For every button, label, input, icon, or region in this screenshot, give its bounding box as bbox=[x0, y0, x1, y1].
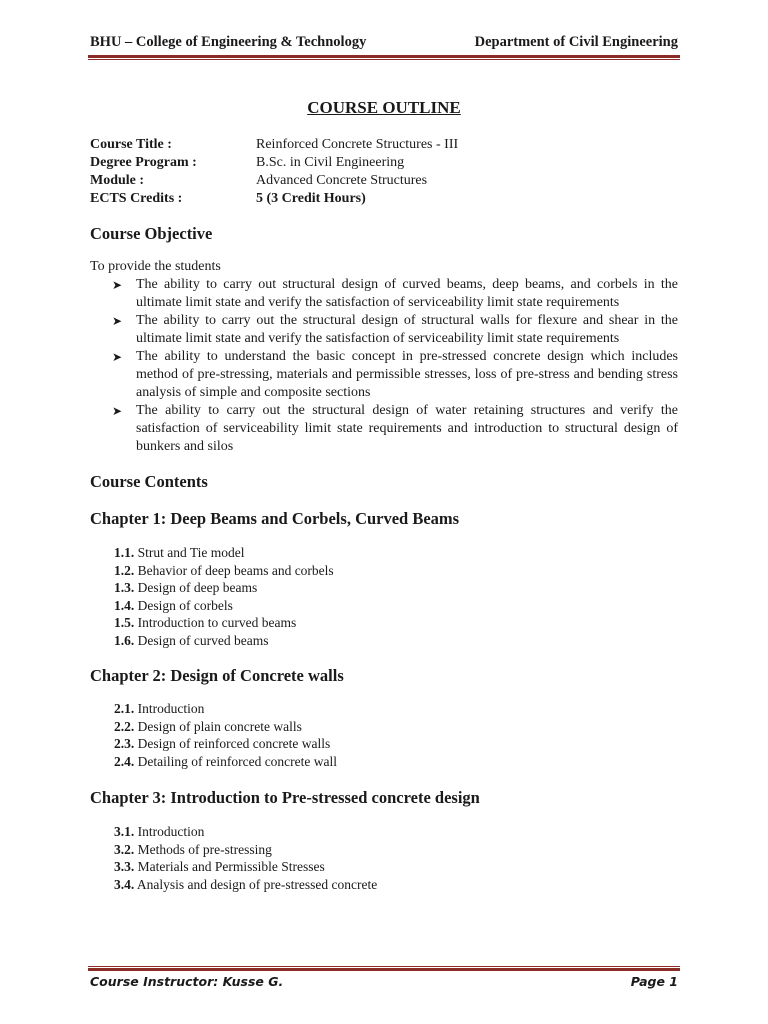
item-number: 2.3. bbox=[114, 736, 135, 751]
meta-label: ECTS Credits : bbox=[90, 191, 183, 206]
list-item bbox=[112, 312, 678, 348]
list-item bbox=[114, 597, 334, 615]
item-number: 1.6. bbox=[114, 632, 135, 648]
list-item bbox=[114, 632, 334, 650]
meta-value: B.Sc. in Civil Engineering bbox=[256, 155, 405, 170]
item-text: Detailing of reinforced concrete wall bbox=[137, 753, 338, 769]
meta-row-program bbox=[90, 154, 458, 172]
item-text: Methods of pre-stressing bbox=[137, 841, 272, 857]
footer-rule-thin bbox=[88, 966, 680, 967]
arrow-bullet-icon: ➤ bbox=[112, 314, 123, 328]
header-rule-thick bbox=[88, 55, 680, 58]
list-item bbox=[114, 876, 377, 894]
item-number: 3.1. bbox=[114, 824, 135, 839]
item-text: Design of deep beams bbox=[137, 580, 258, 595]
chapter-3-title: Chapter 3: Introduction to Pre-stressed concrete design bbox=[90, 788, 480, 807]
arrow-bullet-icon: ➤ bbox=[112, 350, 123, 364]
footer-rule-thick bbox=[88, 968, 680, 971]
item-number: 1.2. bbox=[114, 562, 135, 578]
item-text: Design of reinforced concrete walls bbox=[137, 736, 331, 751]
meta-label: Course Title : bbox=[90, 137, 172, 152]
meta-row-credits bbox=[90, 190, 458, 208]
header-institution: BHU – College of Engineering & Technology bbox=[90, 34, 367, 50]
objective-intro: To provide the students bbox=[90, 259, 221, 274]
list-item bbox=[112, 348, 678, 402]
item-text: Introduction bbox=[137, 701, 205, 716]
chapter-1-title: Chapter 1: Deep Beams and Corbels, Curved Beams bbox=[90, 509, 460, 528]
meta-label: Module : bbox=[90, 173, 145, 188]
course-meta bbox=[90, 136, 458, 208]
item-text: Strut and Tie model bbox=[137, 545, 245, 560]
meta-value: 5 (3 Credit Hours) bbox=[256, 191, 366, 206]
list-item bbox=[114, 735, 337, 753]
list-item bbox=[114, 841, 377, 859]
page-number: Page 1 bbox=[630, 974, 678, 989]
page-title: COURSE OUTLINE bbox=[307, 98, 461, 117]
item-number: 1.1. bbox=[114, 545, 135, 560]
list-item bbox=[112, 402, 678, 456]
page-header bbox=[90, 34, 678, 51]
item-number: 1.5. bbox=[114, 615, 135, 630]
objective-text: The ability to carry out structural design of curved beams, deep beams, and corbels in the ultimate limit state and verify the satisfaction of serviceability limit state requirements bbox=[136, 277, 678, 310]
item-text: Behavior of deep beams and corbels bbox=[137, 562, 334, 578]
meta-row-title bbox=[90, 136, 458, 154]
item-text: Design of curved beams bbox=[137, 632, 269, 648]
list-item bbox=[114, 753, 337, 771]
meta-value: Advanced Concrete Structures bbox=[256, 173, 428, 188]
contents-heading: Course Contents bbox=[90, 472, 208, 491]
page-footer bbox=[90, 974, 678, 989]
item-text: Materials and Permissible Stresses bbox=[137, 859, 325, 874]
chapter-2-list bbox=[114, 700, 337, 770]
meta-row-module bbox=[90, 172, 458, 190]
arrow-bullet-icon: ➤ bbox=[112, 404, 123, 418]
item-text: Design of plain concrete walls bbox=[137, 718, 302, 734]
list-item bbox=[114, 823, 377, 841]
list-item bbox=[114, 579, 334, 597]
list-item bbox=[114, 718, 337, 736]
item-number: 1.3. bbox=[114, 580, 135, 595]
item-number: 2.1. bbox=[114, 701, 135, 716]
meta-label: Degree Program : bbox=[90, 155, 197, 170]
objective-list bbox=[112, 276, 678, 456]
chapter-3-list bbox=[114, 823, 377, 893]
item-number: 3.3. bbox=[114, 859, 135, 874]
item-text: Analysis and design of pre-stressed concrete bbox=[136, 876, 378, 892]
header-rule-thin bbox=[88, 59, 680, 60]
footer-instructor: Course Instructor: Kusse G. bbox=[90, 974, 284, 989]
list-item bbox=[114, 614, 334, 632]
meta-value: Reinforced Concrete Structures - III bbox=[256, 137, 459, 152]
item-text: Introduction bbox=[137, 824, 205, 839]
item-number: 2.2. bbox=[114, 718, 135, 734]
objective-heading: Course Objective bbox=[90, 224, 213, 243]
objective-text: The ability to understand the basic concept in pre-stressed concrete design which includes method of pre-stressing, materials and permissible stresses, loss of pre-stress and bending stress analysis of simple and composite sections bbox=[136, 349, 678, 400]
list-item bbox=[114, 544, 334, 562]
header-department: Department of Civil Engineering bbox=[474, 34, 678, 50]
list-item bbox=[114, 700, 337, 718]
chapter-2-title: Chapter 2: Design of Concrete walls bbox=[90, 666, 344, 685]
objective-text: The ability to carry out the structural design of structural walls for flexure and shear in the ultimate limit state and verify the satisfaction of serviceability limit state requirements bbox=[136, 313, 678, 346]
item-number: 3.2. bbox=[114, 841, 135, 857]
chapter-1-list bbox=[114, 544, 334, 649]
list-item bbox=[112, 276, 678, 312]
list-item bbox=[114, 858, 377, 876]
item-number: 1.4. bbox=[114, 597, 135, 613]
item-number: 2.4. bbox=[114, 753, 135, 769]
item-text: Introduction to curved beams bbox=[137, 615, 297, 630]
item-text: Design of corbels bbox=[137, 597, 233, 613]
objective-text: The ability to carry out the structural design of water retaining structures and verify the satisfaction of serviceability limit state requirements and introduction to structural design of bunkers and silos bbox=[136, 403, 678, 454]
list-item bbox=[114, 562, 334, 580]
arrow-bullet-icon: ➤ bbox=[112, 278, 123, 292]
item-number: 3.4. bbox=[114, 876, 135, 892]
